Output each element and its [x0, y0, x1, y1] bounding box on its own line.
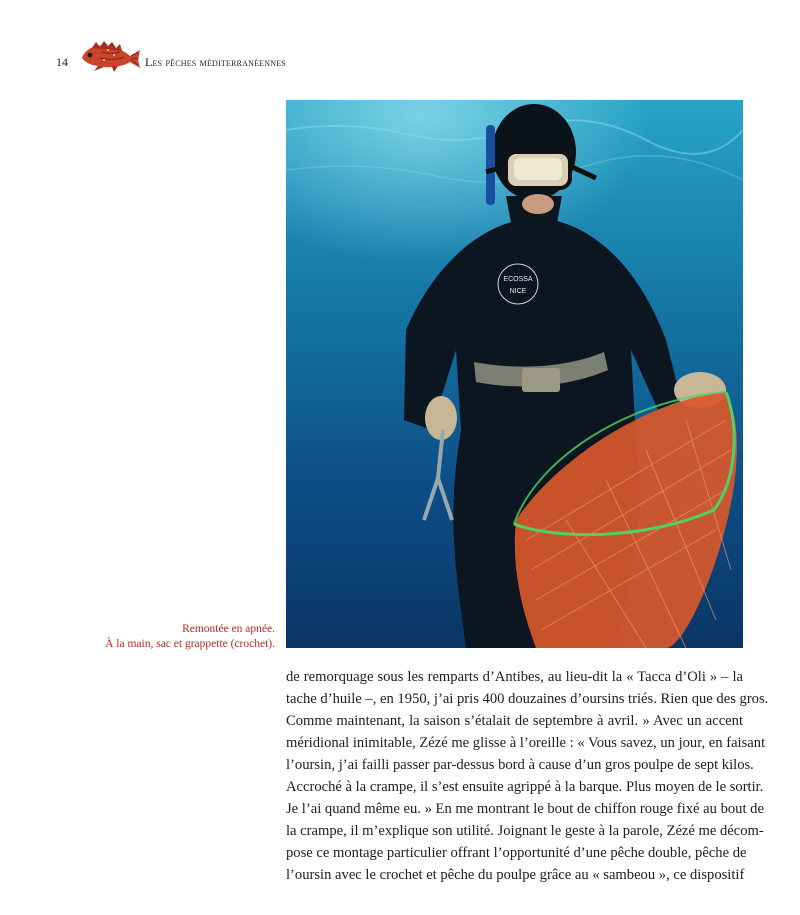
scorpionfish-icon	[74, 40, 142, 72]
svg-text:ECOSSA: ECOSSA	[503, 276, 533, 283]
page-number: 14	[56, 55, 68, 69]
caption-line-1: Remontée en apnée.	[182, 623, 275, 635]
text-line: Comme maintenant, la saison s’étalait de septembre à avril. » Avec un accent	[286, 713, 743, 729]
text-line: méridional inimitable, Zézé me glisse à l’oreille : « Vous savez, un jour, en faisant	[286, 735, 766, 751]
text-line: l’oursin avec le crochet et pêche du poulpe grâce au « sambeou », ce dispositif	[286, 867, 745, 883]
svg-text:NICE: NICE	[509, 288, 527, 295]
text-line: de remorquage sous les remparts d’Antibes, au lieu-dit la « Tacca d’Oli » – la	[286, 669, 743, 685]
caption-line-2: À la main, sac et grappette (crochet).	[105, 638, 275, 650]
text-line: la crampe, il m’explique son utilité. Joignant le geste à la parole, Zézé me décom-	[286, 823, 764, 839]
text-line: Je l’ai quand même eu. » En me montrant le bout de chiffon rouge fixé au bout de	[286, 801, 764, 817]
text-line: pose ce montage particulier offrant l’opportunité d’une pêche double, pêche de	[286, 845, 747, 861]
running-head: Les pêches méditerranéennes	[145, 55, 286, 69]
diver-photo	[286, 100, 743, 648]
text-line: Accroché à la crampe, il s’est ensuite agrippé à la barque. Plus moyen de le sortir.	[286, 779, 764, 795]
text-line: l’oursin, j’ai failli passer par-dessus bord à cause d’un gros poulpe de sept kilos.	[286, 757, 754, 773]
text-line: tache d’huile –, en 1950, j’ai pris 400 douzaines d’oursins triés. Rien que des gros.	[286, 691, 769, 707]
body-paragraph	[286, 666, 769, 886]
photo-caption	[35, 622, 275, 652]
